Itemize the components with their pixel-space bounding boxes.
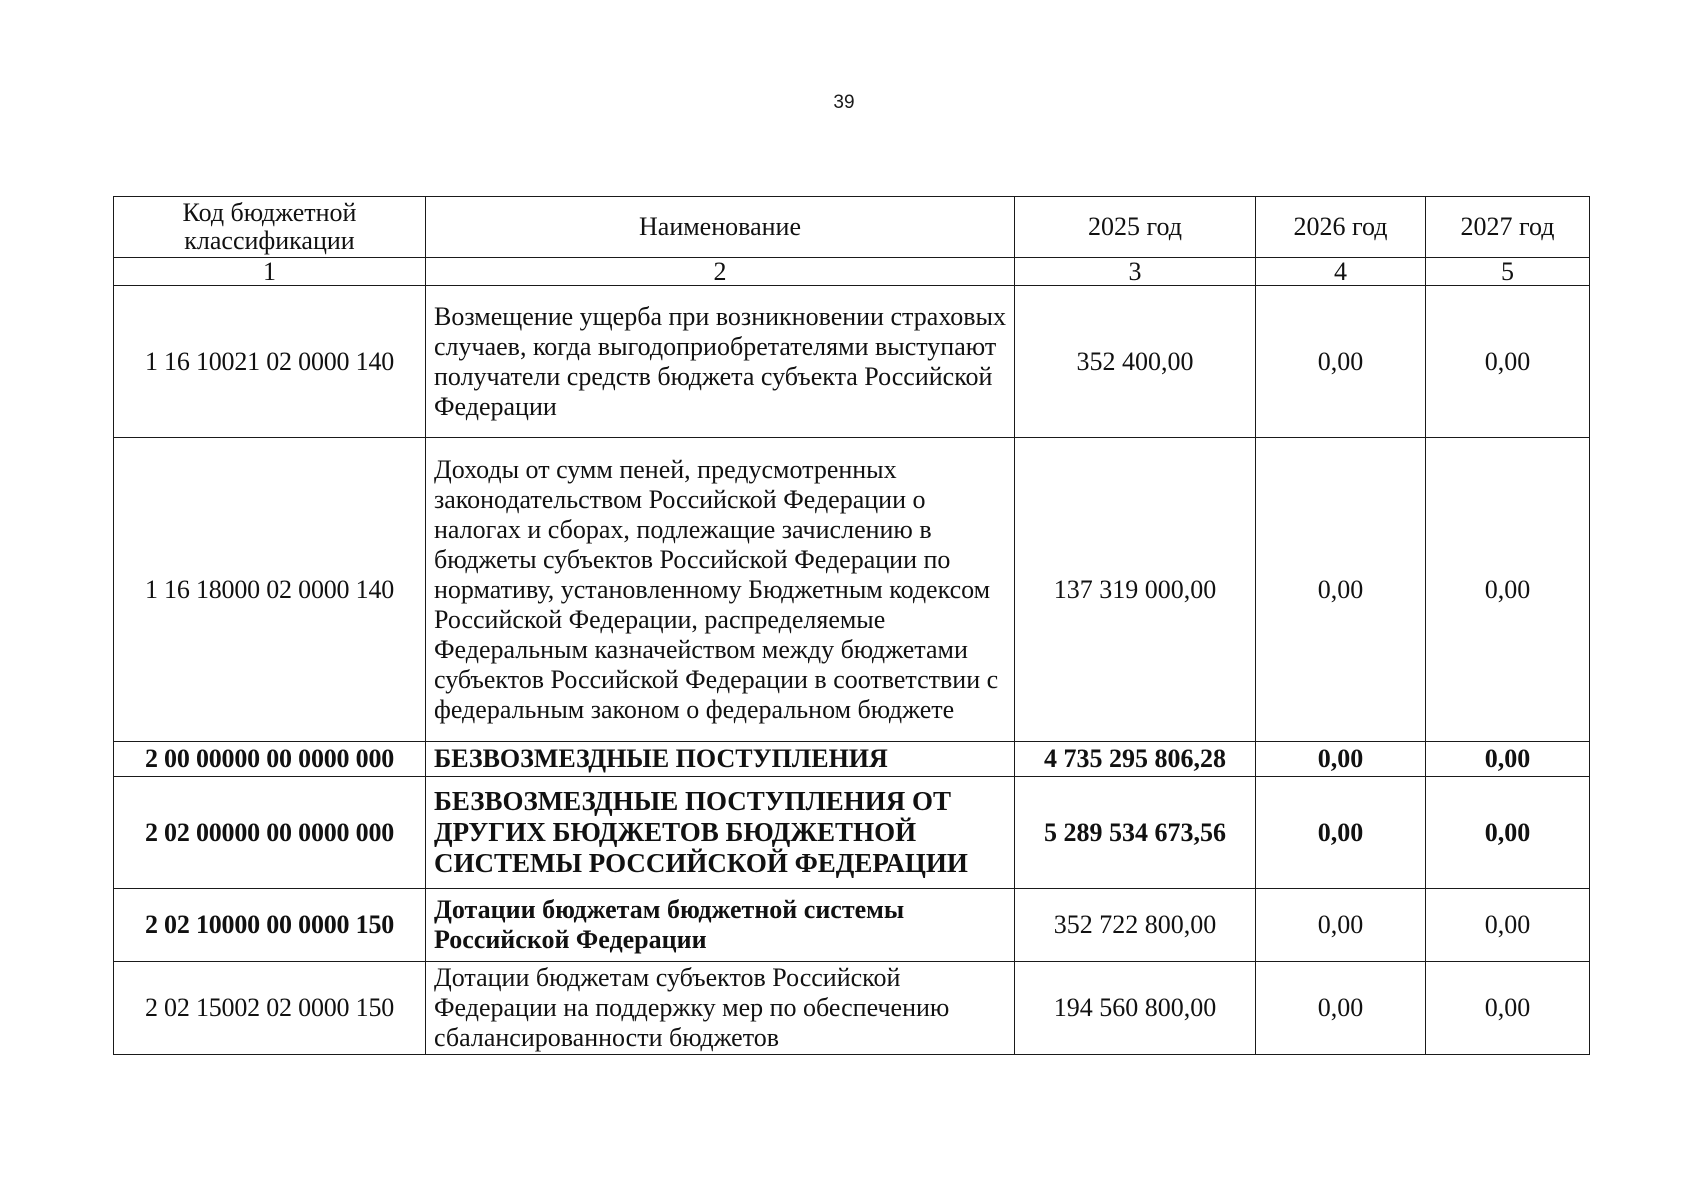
name-cell: БЕЗВОЗМЕЗДНЫЕ ПОСТУПЛЕНИЯ ОТ ДРУГИХ БЮДЖЕТОВ БЮДЖЕТНОЙ СИСТЕМЫ РОССИЙСКОЙ ФЕДЕРАЦИИ xyxy=(426,777,1015,889)
name-cell: Дотации бюджетам субъектов Российской Федерации на поддержку мер по обеспечению сбалансированности бюджетов xyxy=(426,962,1015,1055)
page-number: 39 xyxy=(833,92,855,113)
header-2026: 2026 год xyxy=(1256,197,1426,258)
amount-2027-cell: 0,00 xyxy=(1426,286,1590,438)
name-cell: Доходы от сумм пеней, предусмотренных законодательством Российской Федерации о налогах и сборах, подлежащие зачислению в бюджеты субъектов Российской Федерации по нормативу, установленному Бюджетным кодексом Российской Федерации, распределяемые Федеральным казначейством между бюджетами субъектов Российской Федерации в соответствии с федеральным законом о федеральном бюджете xyxy=(426,438,1015,742)
column-number: 3 xyxy=(1015,258,1256,286)
amount-2025-cell: 352 400,00 xyxy=(1015,286,1256,438)
column-number-row xyxy=(114,258,1590,286)
amount-2025-cell: 4 735 295 806,28 xyxy=(1015,742,1256,777)
amount-2027-cell: 0,00 xyxy=(1426,889,1590,962)
amount-2027-cell: 0,00 xyxy=(1426,438,1590,742)
header-2027: 2027 год xyxy=(1426,197,1590,258)
table-row xyxy=(114,889,1590,962)
header-name: Наименование xyxy=(426,197,1015,258)
budget-revenue-table xyxy=(113,196,1590,1055)
amount-2027-cell: 0,00 xyxy=(1426,962,1590,1055)
amount-2026-cell: 0,00 xyxy=(1256,777,1426,889)
header-code: Код бюджетной классификации xyxy=(114,197,426,258)
amount-2026-cell: 0,00 xyxy=(1256,962,1426,1055)
budget-code-cell: 1 16 18000 02 0000 140 xyxy=(114,438,426,742)
table-row xyxy=(114,286,1590,438)
amount-2025-cell: 194 560 800,00 xyxy=(1015,962,1256,1055)
budget-code-cell: 2 02 10000 00 0000 150 xyxy=(114,889,426,962)
column-number: 5 xyxy=(1426,258,1590,286)
amount-2025-cell: 5 289 534 673,56 xyxy=(1015,777,1256,889)
budget-code-cell: 2 02 15002 02 0000 150 xyxy=(114,962,426,1055)
amount-2026-cell: 0,00 xyxy=(1256,286,1426,438)
table-row xyxy=(114,962,1590,1055)
column-number: 2 xyxy=(426,258,1015,286)
column-number: 4 xyxy=(1256,258,1426,286)
amount-2027-cell: 0,00 xyxy=(1426,742,1590,777)
table-row-subtotal xyxy=(114,777,1590,889)
name-cell: Возмещение ущерба при возникновении страховых случаев, когда выгодоприобретателями выступают получатели средств бюджета субъекта Российской Федерации xyxy=(426,286,1015,438)
amount-2026-cell: 0,00 xyxy=(1256,889,1426,962)
amount-2026-cell: 0,00 xyxy=(1256,438,1426,742)
amount-2026-cell: 0,00 xyxy=(1256,742,1426,777)
amount-2027-cell: 0,00 xyxy=(1426,777,1590,889)
table-header-row xyxy=(114,197,1590,258)
name-cell: БЕЗВОЗМЕЗДНЫЕ ПОСТУПЛЕНИЯ xyxy=(426,742,1015,777)
budget-code-cell: 2 00 00000 00 0000 000 xyxy=(114,742,426,777)
budget-code-cell: 1 16 10021 02 0000 140 xyxy=(114,286,426,438)
column-number: 1 xyxy=(114,258,426,286)
header-2025: 2025 год xyxy=(1015,197,1256,258)
name-cell: Дотации бюджетам бюджетной системы Российской Федерации xyxy=(426,889,1015,962)
budget-code-cell: 2 02 00000 00 0000 000 xyxy=(114,777,426,889)
table-row xyxy=(114,438,1590,742)
amount-2025-cell: 137 319 000,00 xyxy=(1015,438,1256,742)
table-row-total xyxy=(114,742,1590,777)
amount-2025-cell: 352 722 800,00 xyxy=(1015,889,1256,962)
